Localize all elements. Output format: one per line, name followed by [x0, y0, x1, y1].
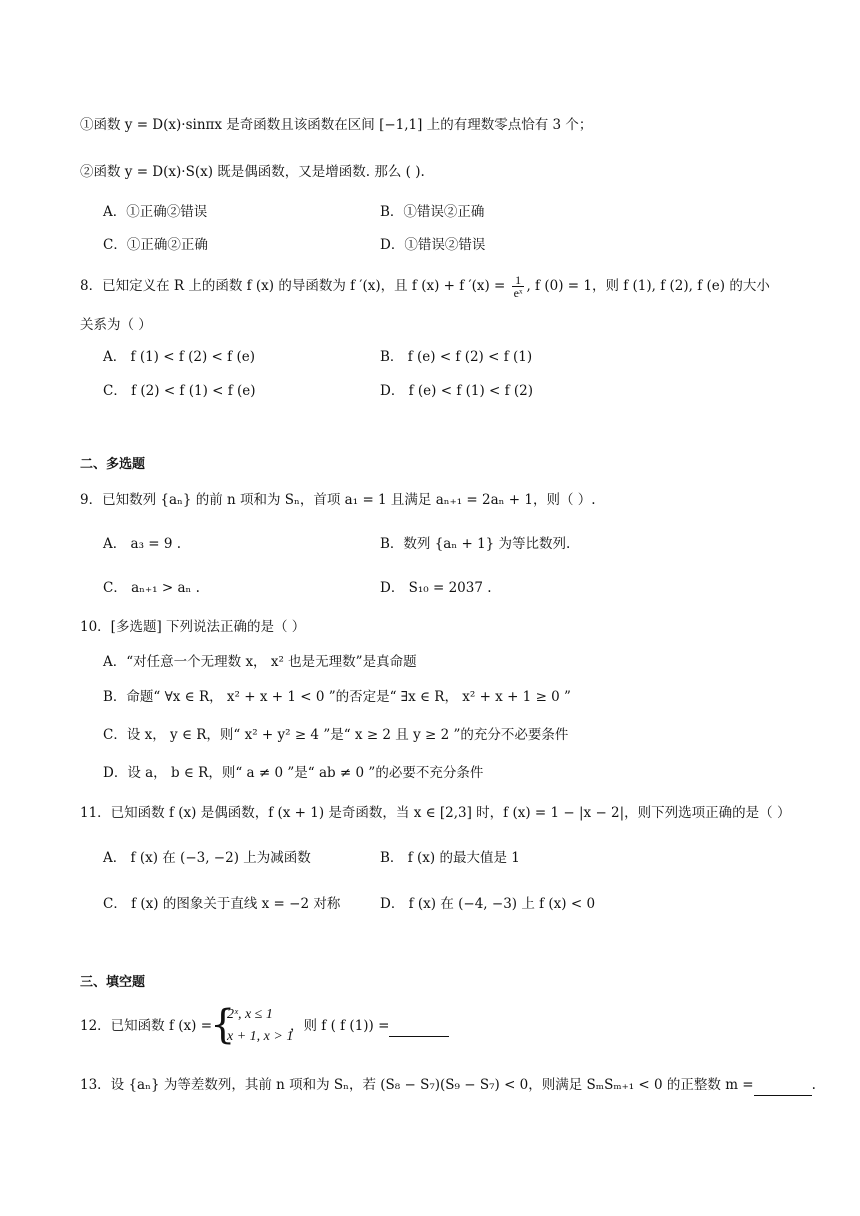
- q11-stem: 11．已知函数 f (x) 是偶函数，f (x + 1) 是奇函数，当 x ∈ [2,3] 时，f (x) = 1 − |x − 2|，则下列选项正确的是（ ）: [80, 805, 791, 821]
- q8-stem-continued: 关系为（ ）: [80, 317, 152, 333]
- q8-option-d[interactable]: D． f (e) < f (1) < f (2): [380, 383, 534, 399]
- section-2-title: 二、多选题: [80, 457, 146, 472]
- q8-option-a[interactable]: A． f (1) < f (2) < f (e): [103, 349, 255, 365]
- q12-suffix-row: [290, 1016, 449, 1037]
- q11-option-d[interactable]: D． f (x) 在 (−4, −3) 上 f (x) < 0: [380, 896, 596, 912]
- q9-option-a[interactable]: A． a₃ = 9 .: [103, 536, 182, 552]
- q8-fraction-numerator: 1: [512, 274, 525, 287]
- section-3-title: 三、填空题: [80, 975, 146, 990]
- q12-piece-1: 2ˣ, x ≤ 1: [227, 1007, 273, 1022]
- q7-item-1: ①函数 y = D(x)·sinπx 是奇函数且该函数在区间 [−1,1] 上的有理数零点恰有 3 个；: [80, 117, 593, 133]
- q13-stem: 13．设 {aₙ} 为等差数列，其前 n 项和为 Sₙ，若 (S₈ − S₇)(S₉ − S₇) < 0，则满足 SₘSₘ₊₁ < 0 的正整数 m =: [80, 1077, 754, 1093]
- q10-option-b[interactable]: B．命题“ ∀x ∈ R， x² + x + 1 < 0 ”的否定是“ ∃x ∈ R， x² + x + 1 ≥ 0 ”: [103, 689, 571, 705]
- q12-prefix: 12．已知函数 f (x) =: [80, 1018, 213, 1034]
- q9-option-d[interactable]: D． S₁₀ = 2037 .: [380, 580, 492, 596]
- q7-option-b[interactable]: B．①错误②正确: [380, 204, 485, 220]
- q8-stem-part2: , f (0) = 1，则 f (1), f (2), f (e) 的大小: [526, 278, 770, 294]
- q7-option-c[interactable]: C．①正确②正确: [103, 237, 208, 253]
- q10-option-c[interactable]: C．设 x， y ∈ R，则“ x² + y² ≥ 4 ”是“ x ≥ 2 且 y ≥ 2 ”的充分不必要条件: [103, 727, 569, 743]
- q12-suffix: ，则 f ( f (1)) =: [290, 1018, 390, 1034]
- q11-option-b[interactable]: B． f (x) 的最大值是 1: [380, 850, 520, 866]
- q9-option-b[interactable]: B．数列 {aₙ + 1} 为等比数列.: [380, 536, 571, 552]
- q7-option-a[interactable]: A．①正确②错误: [103, 204, 208, 220]
- q13-end: .: [811, 1077, 816, 1093]
- q12-piece-2: x + 1, x > 1: [227, 1029, 294, 1044]
- q12-answer-blank[interactable]: [389, 1016, 449, 1037]
- q9-option-c[interactable]: C． aₙ₊₁ > aₙ .: [103, 580, 200, 596]
- q7-option-d[interactable]: D．①错误②错误: [380, 237, 486, 253]
- q10-stem: 10．[多选题] 下列说法正确的是（ ）: [80, 619, 306, 635]
- q8-option-b[interactable]: B． f (e) < f (2) < f (1): [380, 349, 533, 365]
- q13-answer-blank[interactable]: [754, 1075, 812, 1096]
- q8-fraction: [512, 274, 525, 299]
- q8-fraction-denominator: eˣ: [513, 286, 523, 300]
- q8-option-c[interactable]: C． f (2) < f (1) < f (e): [103, 383, 256, 399]
- q10-option-a[interactable]: A．“对任意一个无理数 x， x² 也是无理数”是真命题: [103, 654, 417, 670]
- q7-item-2: ②函数 y = D(x)·S(x) 既是偶函数，又是增函数. 那么 ( ).: [80, 164, 425, 180]
- q8-stem: [80, 274, 770, 299]
- q8-stem-part1: 8．已知定义在 R 上的函数 f (x) 的导函数为 f ′(x)，且 f (x) + f ′(x) =: [80, 278, 510, 294]
- q13-stem-row: [80, 1075, 816, 1096]
- piecewise-brace-icon: {: [210, 1002, 236, 1048]
- q11-option-a[interactable]: A． f (x) 在 (−3, −2) 上为减函数: [103, 850, 311, 866]
- q10-option-d[interactable]: D．设 a， b ∈ R，则“ a ≠ 0 ”是“ ab ≠ 0 ”的必要不充分条件: [103, 765, 484, 781]
- q9-stem: 9．已知数列 {aₙ} 的前 n 项和为 Sₙ，首项 a₁ = 1 且满足 aₙ₊₁ = 2aₙ + 1，则（ ）.: [80, 492, 596, 508]
- q11-option-c[interactable]: C． f (x) 的图象关于直线 x = −2 对称: [103, 896, 341, 912]
